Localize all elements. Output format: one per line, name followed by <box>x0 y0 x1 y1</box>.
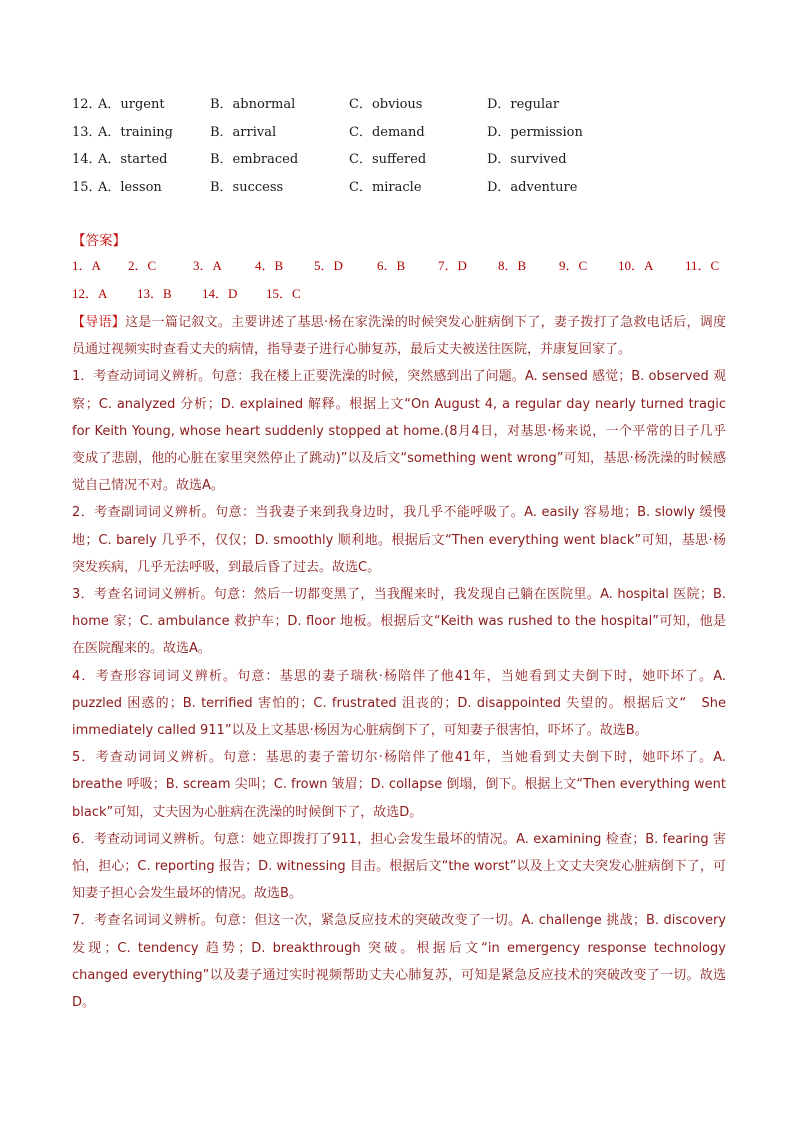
explanation-2: 2．考查副词词义辨析。句意：当我妻子来到我身边时，我几乎不能呼吸了。A. easily 容易地；B. slowly 缓慢地；C. barely 几乎不，仅仅；D. smoothly 顺利地。根据后文“Then everything went black”可知，基思·杨突发疾病，几乎无法呼吸，到最后昏了过去。故选C。 <box>72 505 726 575</box>
choice-b: B．success <box>210 179 284 195</box>
explanation-6: 6．考查动词词义辨析。句意：她立即拨打了911，担心会发生最坏的情况。A. examining 检查；B. fearing 害怕，担心；C. reporting 报告；D. witnessing 目击。根据后文“the worst”以及上文丈夫突发心脏病倒下了，可知妻子担心会发生最坏的情况。故选B。 <box>72 831 726 902</box>
answer-item: 14．D <box>202 286 238 301</box>
explanation-1: 1．考查动词词义辨析。句意：我在楼上正要洗澡的时候，突然感到出了问题。A. sensed 感觉；B. observed 观察；C. analyzed 分析；D. explained 解释。根据上文“On August 4, a regular day nearly turned tragic for Keith Young, whose heart suddenly stopped at home.(8月4日，对基思·杨来说，一个平常的日子几乎变成了悲剧，他的心脏在家里突然停止了跳动)”以及后文“something went wrong”可知，基思·杨洗澡的时候感觉自己情况不对。故选A。 <box>72 369 726 494</box>
lead-paragraph <box>72 309 726 363</box>
choice-b: B．arrival <box>210 124 277 140</box>
choice-a: A．training <box>98 124 173 140</box>
lead-tag: 【导语】 <box>72 315 126 330</box>
lead-text: 这是一篇记叙文。主要讲述了基思·杨在家洗澡的时候突发心脏病倒下了，妻子拨打了急救电话后，调度员通过视频实时查看丈夫的病情，指导妻子进行心肺复苏，最后丈夫被送往医院，并康复回家了。 <box>72 315 726 358</box>
answer-item: 3．A <box>193 258 222 273</box>
choice-a: A．urgent <box>98 97 165 112</box>
choice-c: C．suffered <box>349 152 427 167</box>
option-row-14 <box>72 149 732 177</box>
choice-a: A．lesson <box>98 179 162 195</box>
question-number: 12． <box>72 97 102 112</box>
option-row-13 <box>72 122 732 150</box>
choice-d: D．survived <box>487 152 567 167</box>
analysis-section <box>72 309 726 1016</box>
answer-item: 6．B <box>377 258 406 273</box>
choice-c: C．demand <box>349 124 425 140</box>
choice-b: B．abnormal <box>210 97 296 112</box>
choice-d: D．regular <box>487 97 560 112</box>
explanation-5: 5．考查动词词义辨析。句意：基思的妻子蕾切尔·杨陪伴了他41年，当她看到丈夫倒下时，她吓坏了。A. breathe 呼吸；B. scream 尖叫；C. frown 皱眉；D. collapse 倒塌，倒下。根据上文“Then everything went black”可知，丈夫因为心脏病在洗澡的时候倒下了，故选D。 <box>72 750 726 820</box>
answer-item: 4．B <box>255 258 284 273</box>
answer-item: 10．A <box>618 258 654 273</box>
answer-key-line-1 <box>72 255 719 274</box>
option-row-15 <box>72 177 732 205</box>
explanation-7: 7．考查名词词义辨析。句意：但这一次，紧急反应技术的突破改变了一切。A. challenge 挑战；B. discovery 发现；C. tendency 趋势；D. breakthrough 突破。根据后文“in emergency response technology changed everything”以及妻子通过实时视频帮助丈夫心肺复苏，可知是紧急反应技术的突破改变了一切。故选D。 <box>72 913 726 1011</box>
choice-b: B．embraced <box>210 152 299 167</box>
answer-item: 13．B <box>137 286 172 301</box>
option-row-12 <box>72 94 732 122</box>
answer-heading: 【答案】 <box>72 233 126 249</box>
answer-item: 7．D <box>438 258 467 273</box>
question-number: 13． <box>72 124 102 140</box>
question-number: 15． <box>72 179 102 195</box>
answer-key-line-2 <box>72 283 301 302</box>
answer-item: 9．C <box>559 258 588 273</box>
answer-item: 5．D <box>314 258 343 273</box>
explanation-3: 3．考查名词词义辨析。句意：然后一切都变黑了，当我醒来时，我发现自己躺在医院里。A. hospital 医院；B. home 家；C. ambulance 救护车；D. floor 地板。根据后文“Keith was rushed to the hospital”可知，他是在医院醒来的。故选A。 <box>72 587 726 657</box>
options-list <box>72 94 732 204</box>
choice-d: D．permission <box>487 124 583 140</box>
choice-c: C．miracle <box>349 179 422 195</box>
explanation-4: 4．考查形容词词义辨析。句意：基思的妻子瑞秋·杨陪伴了他41年，当她看到丈夫倒下时，她吓坏了。A. puzzled 困惑的；B. terrified 害怕的；C. frustrated 沮丧的；D. disappointed 失望的。根据后文“ She immediately called 911”以及上文基思·杨因为心脏病倒下了，可知妻子很害怕，吓坏了。故选B。 <box>72 668 726 739</box>
choice-d: D．adventure <box>487 179 578 195</box>
answer-item: 2．C <box>128 258 157 273</box>
answer-item: 1．A <box>72 258 101 273</box>
answer-item: 11．C <box>685 258 720 273</box>
choice-c: C．obvious <box>349 97 423 112</box>
choice-a: A．started <box>98 152 168 167</box>
answer-item: 12．A <box>72 286 108 301</box>
answer-item: 15．C <box>266 286 301 301</box>
answer-item: 8．B <box>498 258 527 273</box>
question-number: 14． <box>72 152 102 167</box>
